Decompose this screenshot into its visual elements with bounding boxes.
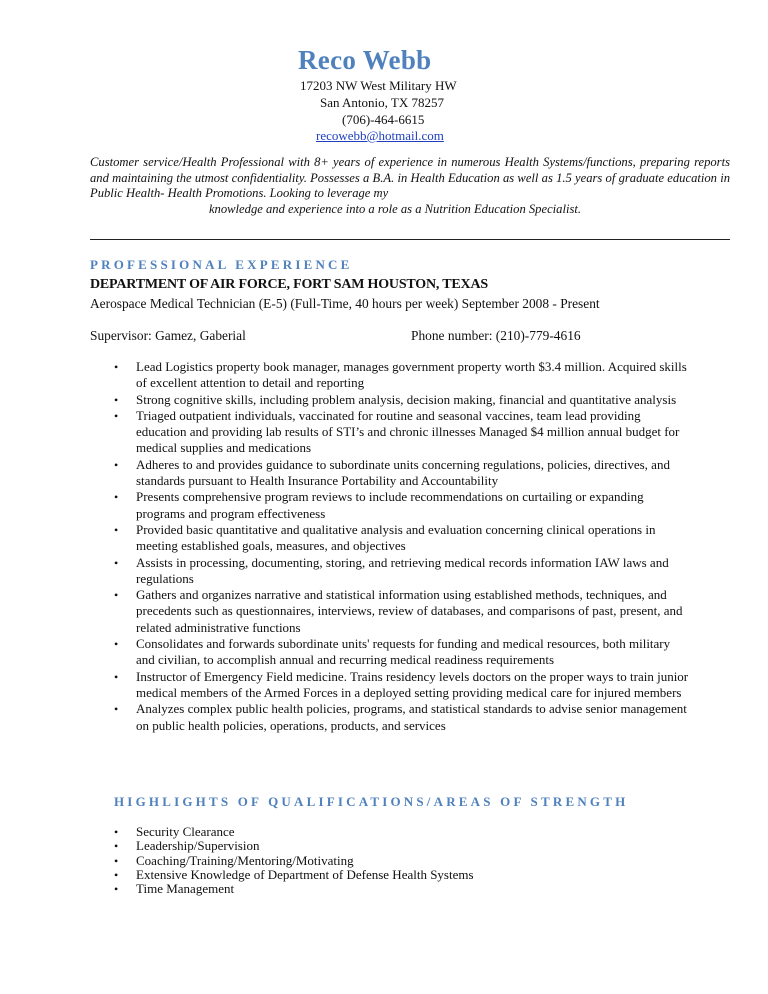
bullet-icon: •	[114, 555, 119, 570]
address-line-1: 17203 NW West Military HW	[300, 78, 457, 93]
duties-list	[112, 359, 692, 734]
bullet-icon: •	[114, 522, 119, 537]
list-item: • Triaged outpatient individuals, vaccinated for routine and seasonal vaccines, team lead providing education and providing lab results of STI’s and chronic illnesses Managed $4 million annual budget for medical supplies and medications	[114, 407, 680, 456]
supervisor: Supervisor: Gamez, Gaberial	[90, 328, 246, 343]
email-link[interactable]: recowebb@hotmail.com	[316, 128, 444, 143]
list-item: • Adheres to and provides guidance to subordinate units concerning regulations, policies, directives, and standards pursuant to Health Insurance Portability and Accountability	[114, 456, 670, 489]
list-item: • Provided basic quantitative and qualitative analysis and evaluation concerning clinical operations in meeting established goals, measures, and objectives	[114, 521, 656, 554]
list-item: • Lead Logistics property book manager, manages government property worth $3.4 million. Acquired skills of excellent attention to detail and reporting	[114, 359, 687, 391]
list-item: • Time Management	[114, 881, 235, 897]
bullet-icon: •	[114, 702, 119, 717]
list-item: • Leadership/Supervision	[114, 838, 260, 854]
phone-number: (706)-464-6615	[342, 112, 425, 127]
bullet-icon: •	[114, 588, 119, 603]
bullet-icon: •	[114, 825, 119, 839]
highlights-section-title: HIGHLIGHTS OF QUALIFICATIONS/AREAS OF STRENGTH	[114, 794, 629, 809]
summary-text: Customer service/Health Professional with 8+ years of experience in numerous Health Systems/functions, preparing reports and maintaining the utmost confidentiality. Possesses a B.A. in Health Education as well as 1.5 years of graduate education in Public Health- Health Promotions. Looking to leverage my	[90, 155, 730, 200]
bullet-icon: •	[114, 408, 119, 423]
bullet-icon: •	[114, 360, 119, 374]
bullet-icon: •	[114, 867, 119, 882]
bullet-icon: •	[114, 839, 119, 854]
list-item: • Consolidates and forwards subordinate units' requests for funding and medical resources, both military and civilian, to accomplish annual and recurring medical readiness requirements	[114, 636, 671, 668]
list-item: • Strong cognitive skills, including problem analysis, decision making, financial and quantitative analysis	[114, 391, 677, 407]
list-item: • Assists in processing, documenting, storing, and retrieving medical records information IAW laws and regulations	[114, 554, 669, 586]
summary-last-line: knowledge and experience into a role as a Nutrition Education Specialist.	[208, 201, 582, 216]
bullet-icon: •	[114, 392, 119, 407]
experience-section-title: PROFESSIONAL EXPERIENCE	[90, 257, 353, 272]
list-item: • Gathers and organizes narrative and statistical information using established methods, techniques, and precedents such as questionnaires, interviews, review of databases, and comparisons of past, present, and related administrative functions	[114, 587, 683, 635]
employer-heading: DEPARTMENT OF AIR FORCE, FORT SAM HOUSTON, TEXAS	[90, 277, 488, 292]
list-item: • Analyzes complex public health policies, programs, and statistical standards to advise senior management on public health policies, operations, products, and services	[114, 701, 687, 733]
list-item: • Presents comprehensive program reviews to include recommendations on curtailing or expanding programs and program effectiveness	[114, 489, 644, 521]
bullet-icon: •	[114, 853, 119, 868]
professional-summary	[90, 155, 730, 217]
job-position: Aerospace Medical Technician (E-5) (Full-Time, 40 hours per week) September 2008 - Present	[90, 296, 600, 311]
supervisor-phone: Phone number: (210)-779-4616	[411, 328, 581, 343]
list-item: • Extensive Knowledge of Department of Defense Health Systems	[114, 866, 474, 882]
bullet-icon: •	[114, 637, 119, 652]
address-line-2: San Antonio, TX 78257	[320, 95, 444, 110]
list-item: • Coaching/Training/Mentoring/Motivating	[114, 852, 354, 868]
bullet-icon: •	[114, 490, 119, 505]
list-item: • Instructor of Emergency Field medicine. Trains residency levels doctors on the proper ways to train junior medical members of the Armed Forces in a deployed setting providing medical care for injured members	[114, 668, 689, 700]
section-divider	[90, 239, 730, 240]
list-item: • Security Clearance	[114, 824, 235, 839]
candidate-name: Reco Webb	[298, 45, 432, 75]
highlights-list	[112, 825, 632, 896]
bullet-icon: •	[114, 669, 119, 684]
bullet-icon: •	[114, 882, 119, 897]
bullet-icon: •	[114, 457, 119, 472]
